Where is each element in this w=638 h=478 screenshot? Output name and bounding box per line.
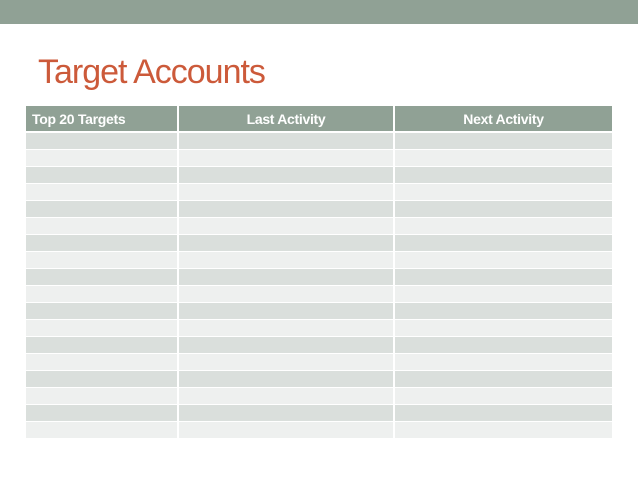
table-cell[interactable] <box>26 336 178 353</box>
table-cell[interactable] <box>178 404 394 421</box>
table-cell[interactable] <box>178 302 394 319</box>
table-cell[interactable] <box>26 149 178 166</box>
table-cell[interactable] <box>178 200 394 217</box>
table-cell[interactable] <box>178 234 394 251</box>
table-row <box>26 285 612 302</box>
table-row <box>26 353 612 370</box>
table-cell[interactable] <box>178 251 394 268</box>
table-cell[interactable] <box>178 421 394 438</box>
table-cell[interactable] <box>394 183 612 200</box>
table-cell[interactable] <box>178 387 394 404</box>
table-cell[interactable] <box>178 268 394 285</box>
table-cell[interactable] <box>394 132 612 149</box>
table-row <box>26 387 612 404</box>
table-cell[interactable] <box>178 132 394 149</box>
table-cell[interactable] <box>394 404 612 421</box>
table-cell[interactable] <box>394 268 612 285</box>
table-cell[interactable] <box>26 268 178 285</box>
table-cell[interactable] <box>394 370 612 387</box>
table-cell[interactable] <box>394 200 612 217</box>
table-row <box>26 302 612 319</box>
table-cell[interactable] <box>394 302 612 319</box>
table-cell[interactable] <box>178 166 394 183</box>
table-cell[interactable] <box>394 353 612 370</box>
table-cell[interactable] <box>178 149 394 166</box>
table-row <box>26 217 612 234</box>
table-cell[interactable] <box>178 183 394 200</box>
table-row <box>26 404 612 421</box>
table-cell[interactable] <box>394 285 612 302</box>
table-cell[interactable] <box>26 251 178 268</box>
table-cell[interactable] <box>178 336 394 353</box>
table-cell[interactable] <box>178 285 394 302</box>
table-body <box>26 132 612 438</box>
table-cell[interactable] <box>178 370 394 387</box>
table-cell[interactable] <box>26 353 178 370</box>
table-cell[interactable] <box>394 166 612 183</box>
top-banner <box>0 0 638 24</box>
table-row <box>26 319 612 336</box>
table-cell[interactable] <box>26 370 178 387</box>
table-cell[interactable] <box>26 319 178 336</box>
table-cell[interactable] <box>178 353 394 370</box>
table-cell[interactable] <box>26 285 178 302</box>
table-header-row <box>26 106 612 132</box>
table-cell[interactable] <box>394 336 612 353</box>
table-row <box>26 370 612 387</box>
slide-title: Target Accounts <box>38 53 265 91</box>
table-cell[interactable] <box>26 183 178 200</box>
table-cell[interactable] <box>26 404 178 421</box>
table-row <box>26 268 612 285</box>
table-cell[interactable] <box>26 166 178 183</box>
table-cell[interactable] <box>394 251 612 268</box>
table-cell[interactable] <box>178 319 394 336</box>
table-cell[interactable] <box>394 421 612 438</box>
table-cell[interactable] <box>26 132 178 149</box>
table-cell[interactable] <box>178 217 394 234</box>
table-row <box>26 132 612 149</box>
table-cell[interactable] <box>394 387 612 404</box>
table-row <box>26 234 612 251</box>
table-row <box>26 200 612 217</box>
target-accounts-table <box>26 106 612 439</box>
table-row <box>26 149 612 166</box>
table-cell[interactable] <box>26 421 178 438</box>
table-row <box>26 336 612 353</box>
table-cell[interactable] <box>26 217 178 234</box>
header-top-20-targets: Top 20 Targets <box>26 106 178 132</box>
table-cell[interactable] <box>26 234 178 251</box>
table-cell[interactable] <box>394 234 612 251</box>
table-cell[interactable] <box>26 302 178 319</box>
header-last-activity: Last Activity <box>178 106 394 132</box>
table-cell[interactable] <box>394 149 612 166</box>
table-cell[interactable] <box>26 200 178 217</box>
table-cell[interactable] <box>394 217 612 234</box>
table-row <box>26 421 612 438</box>
table-cell[interactable] <box>26 387 178 404</box>
table-row <box>26 251 612 268</box>
header-next-activity: Next Activity <box>394 106 612 132</box>
table-row <box>26 183 612 200</box>
table-cell[interactable] <box>394 319 612 336</box>
table-row <box>26 166 612 183</box>
